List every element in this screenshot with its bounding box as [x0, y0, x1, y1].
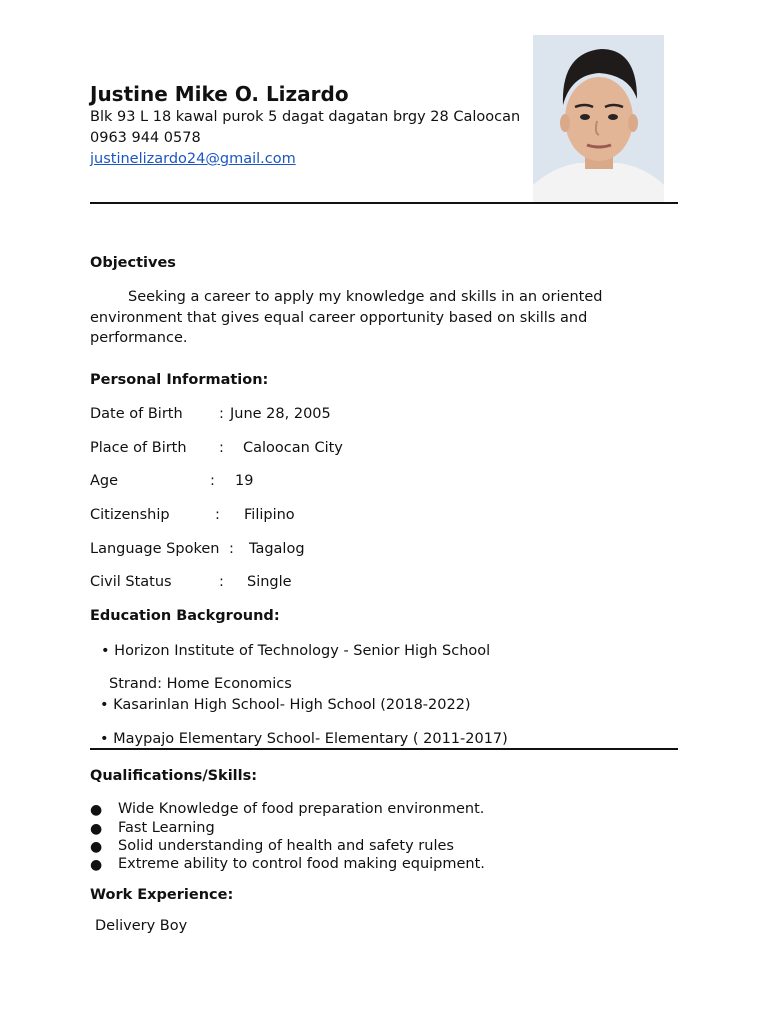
- education-divider: [90, 748, 678, 750]
- education-item-strand: Strand: Home Economics: [109, 676, 292, 692]
- applicant-name: Justine Mike O. Lizardo: [90, 82, 349, 106]
- bullet-icon: ●: [90, 821, 103, 837]
- email-link[interactable]: justinelizardo24@gmail.com: [90, 151, 296, 167]
- address: Blk 93 L 18 kawal purok 5 dagat dagatan brgy 28 Caloocan: [90, 109, 521, 125]
- info-colon: :: [219, 406, 224, 422]
- info-label-language: Language Spoken: [90, 541, 220, 557]
- bullet-icon: ●: [90, 802, 103, 818]
- work-experience-heading: Work Experience:: [90, 887, 234, 903]
- info-colon: :: [210, 473, 215, 489]
- work-item: Delivery Boy: [95, 918, 188, 934]
- info-colon: :: [219, 574, 224, 590]
- education-item-senior-high: • Horizon Institute of Technology - Senior High School: [101, 643, 491, 659]
- objectives-heading: Objectives: [90, 255, 176, 271]
- phone-number: 0963 944 0578: [90, 130, 201, 146]
- info-label-birthdate: Date of Birth: [90, 406, 183, 422]
- info-value-civil-status: Single: [247, 574, 292, 590]
- skill-item: Solid understanding of health and safety rules: [118, 838, 454, 854]
- education-heading: Education Background:: [90, 608, 280, 624]
- info-value-age: 19: [235, 473, 254, 489]
- header-divider: [90, 202, 678, 204]
- objectives-text: [90, 287, 650, 349]
- skill-item: Fast Learning: [118, 820, 215, 836]
- info-colon: :: [219, 440, 224, 456]
- bullet-icon: ●: [90, 857, 103, 873]
- info-value-citizenship: Filipino: [244, 507, 295, 523]
- info-value-birthdate: June 28, 2005: [230, 406, 331, 422]
- skills-heading: Qualifications/Skills:: [90, 768, 258, 784]
- info-value-language: Tagalog: [249, 541, 305, 557]
- education-item-elementary: • Maypajo Elementary School- Elementary ( 2011-2017): [100, 731, 508, 747]
- skill-item: Extreme ability to control food making equipment.: [118, 856, 485, 872]
- bullet-icon: ●: [90, 839, 103, 855]
- person-portrait-icon: [533, 35, 664, 203]
- education-item-high-school: • Kasarinlan High School- High School (2018-2022): [100, 697, 471, 713]
- info-label-birthplace: Place of Birth: [90, 440, 187, 456]
- info-value-birthplace: Caloocan City: [243, 440, 343, 456]
- info-label-civil-status: Civil Status: [90, 574, 172, 590]
- info-colon: :: [229, 541, 234, 557]
- skill-item: Wide Knowledge of food preparation environment.: [118, 801, 485, 817]
- info-label-citizenship: Citizenship: [90, 507, 170, 523]
- profile-photo: [533, 35, 664, 203]
- info-colon: :: [215, 507, 220, 523]
- info-label-age: Age: [90, 473, 119, 489]
- personal-info-heading: Personal Information:: [90, 372, 269, 388]
- objectives-text-content: Seeking a career to apply my knowledge and skills in an oriented environment that gives equal career opportunity based on skills and performance.: [90, 289, 603, 346]
